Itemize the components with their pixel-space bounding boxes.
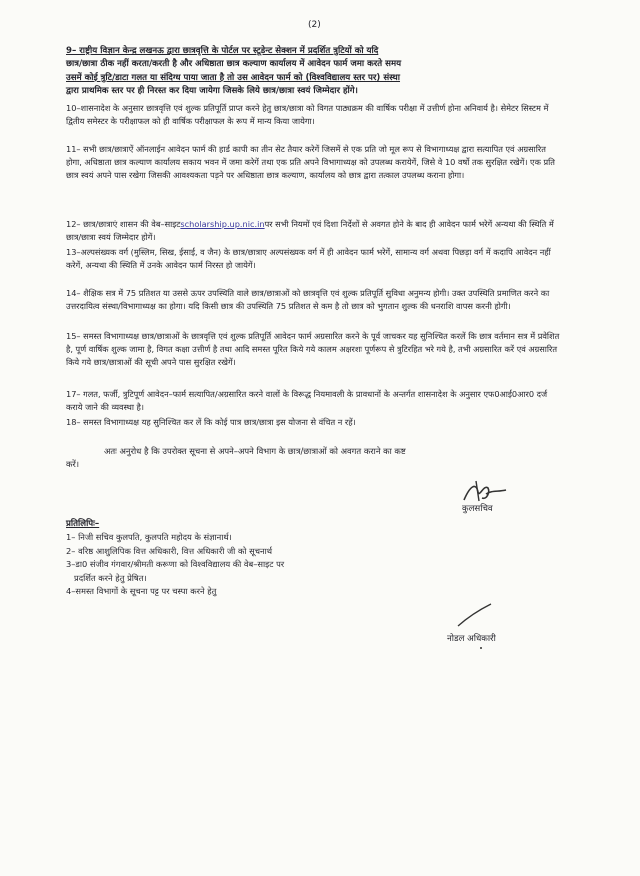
paragraph-15: 15– समस्त विभागाध्यक्ष छात्र/छात्राओं के छात्रवृत्ति एवं शुल्क प्रतिपूर्ति आवेदन फार्म अग्रसारित करने के पूर्व जाचकर यह सुनिश्चित करलें कि छात्र वर्तमान सत्र में प्रवेशित है, पूर्ण वार्षिक शुल्क जामा है, विगत कक्षा उत्तीर्ण है तथा आदि समस्त पूरित किये गये कालम अक्षरशः पूर्णरूप से त्रुटिरहित भरे गये है, तभी अग्रसारित करें एवं अग्रसारित किये गये छात्र/छात्राओं की सूची अपने पास सुरक्षित रखेगें।	[66, 331, 560, 367]
para12-text-after: पर सभी नियमों एवं दिशा निर्देशों से अवगत होने के बाद ही आवेदन फार्म भरेगें अन्यथा की स्थिति में छात्र/छात्रा स्वयं जिम्मेदार होगें।	[66, 219, 554, 242]
paragraph-14: 14– शैक्षिक सत्र में 75 प्रतिशत या उससे ऊपर उपस्थिति वाले छात्र/छात्राओं को छात्रवृत्ति एवं शुल्क प्रतिपूर्ति सुविधा अनुमन्य होगी। उक्त उपस्थिति प्रमाणित करने का उत्तरदायित्व संस्था/विभागाध्यक्ष का होगा। यदि किसी छात्र की उपस्थिति 75 प्रतिशत से कम है तो छात्र को भुगतान शुल्क की धनराशि वापस करनी होगी।	[66, 288, 550, 311]
signature-kulsachiv	[460, 478, 510, 504]
kulsachiv-title: कुलसचिव	[462, 504, 493, 514]
paragraph-12	[66, 218, 562, 244]
cc-list	[66, 531, 466, 599]
paragraph-18: 18– समस्त विभागाध्यक्ष यह सुनिश्चित कर लें कि कोई पात्र छात्र/छात्रा इस योजना से वंचित न रहें।	[66, 417, 356, 427]
paragraph-13: 13–अल्पसंख्यक वर्ग (मुस्लिम, सिख, ईसाई, व जैन) के छात्र/छात्राए अल्पसंख्यक वर्ग में ही आवेदन फार्म भरेगें, सामान्य वर्ग अथवा पिछड़ा वर्ग में कदापि आवेदन नहीं करेगें, अन्यथा की स्थिति में उनके आवेदन फार्म निरस्त हो जायेगें।	[66, 247, 551, 270]
scholarship-link[interactable]: scholarship.up.nic.in	[180, 219, 265, 229]
signature-nodal-officer	[455, 602, 495, 628]
para9-line-4: द्वारा प्राथमिक स्तर पर ही निरस्त कर दिया जायेगा जिसके लिये छात्र/छात्रा स्वयं जिम्मेदार होंगे।	[66, 86, 358, 97]
cc-item-1: 1– निजी सचिव कुलपति, कुलपति महोदय के संज्ञानार्थ।	[66, 532, 232, 542]
cc-item-3-continuation: प्रदर्शित करने हेतु प्रेषित।	[74, 572, 147, 583]
cc-title: प्रतिलिपिः–	[66, 519, 100, 529]
paragraph-11: 11– सभी छात्र/छात्राऐं ऑनलाईन आवेदन फार्म की हार्ड कापी का तीन सेट तैयार करेगें जिसमें से एक प्रति जो मूल रूप से विभागाध्यक्ष द्वारा सत्यापित एवं अग्रसारित होगा, अधिष्ठाता छात्र कल्याण कार्यालय सकाय भवन में जमा करेगें तथा एक प्रति अपने विभागाध्यक्ष को उपलब्ध करायेगें, जिसे वे 10 वर्षो तक सुरक्षित रखेगें। एक प्रति छात्र स्वयं अपने पास रखेगा जिसकी आवश्यकता पड़ने पर अधिष्ठाता छात्र कल्याण, कार्यालय को छात्र द्वारा तत्काल उपलब्ध कराना होगा।	[66, 144, 555, 180]
ink-dot	[480, 647, 482, 649]
paragraph-17: 17– गलत, फर्जी, त्रुटिपूर्ण आवेदन–फार्म सत्यापित/अग्रसारित करने वालों के विरूद्ध नियमावली के प्रावधानों के अन्तर्गत शासनादेश के अनुसार एफ0आई0आर0 दर्ज कराये जाने की व्यवस्था है।	[66, 389, 548, 412]
para9-line-3: उसमें कोई त्रुटि/डाटा गलत या संदिग्ध पाया जाता है तो उस आवेदन फार्म को (विश्वविद्यालय स्तर पर) संस्था	[66, 72, 401, 83]
nodal-officer-title: नोडल अधिकारी	[447, 634, 496, 644]
para9-line-1: 9– राष्ट्रीय विज्ञान केन्द्र लखनऊ द्वारा छात्रवृत्ति के पोर्टल पर स्टूडेन्ट सेक्शन में प्रदर्शित त्रुटियों को यदि	[66, 46, 379, 56]
para9-line-2: छात्र/छात्रा ठीक नहीं करता/करती है और अधिष्ठाता छात्र कल्याण कार्यालय में आवेदन फार्म जमा करते समय	[66, 59, 402, 70]
page-number: (2)	[308, 20, 321, 30]
cc-item-4: 4–समस्त विभागों के सूचना पट्ट पर चस्पा करने हेतु	[66, 586, 217, 596]
paragraph-10: 10–शासनादेश के अनुसार छात्रवृत्ति एवं शुल्क प्रतिपूर्ति प्राप्त करने हेतु छात्र/छात्रा को विगत पाठ्यक्रम की वार्षिक परीक्षा में उत्तीर्ण होना अनिवार्य है। सेमेटर सिस्टम में द्वितीय समेस्टर के परीक्षाफल को ही वार्षिक परीक्षाफल के रूप में मान्य किया जायेगा।	[66, 103, 549, 126]
para12-text-before: 12– छात्र/छात्राएं शासन की वेब–साइट	[66, 219, 181, 229]
paragraph-9	[66, 45, 562, 99]
request-line-2: करें।	[66, 459, 80, 469]
cc-item-3: 3–डा0 संजीव गंगवार/श्रीमती करूणा को विश्वविद्यालय की वेब–साइट पर	[66, 559, 285, 569]
cc-item-2: 2– वरिष्ठ आशुलिपिक वित्त अधिकारी, वित्त अधिकारी जी को सूचनार्थ	[66, 545, 273, 556]
request-paragraph	[66, 445, 564, 471]
request-line-1: अतः अनुरोध है कि उपरोक्त सूचना से अपने–अपने विभाग के छात्र/छात्राओं को अवगत कराने का कष्ट	[104, 446, 406, 456]
